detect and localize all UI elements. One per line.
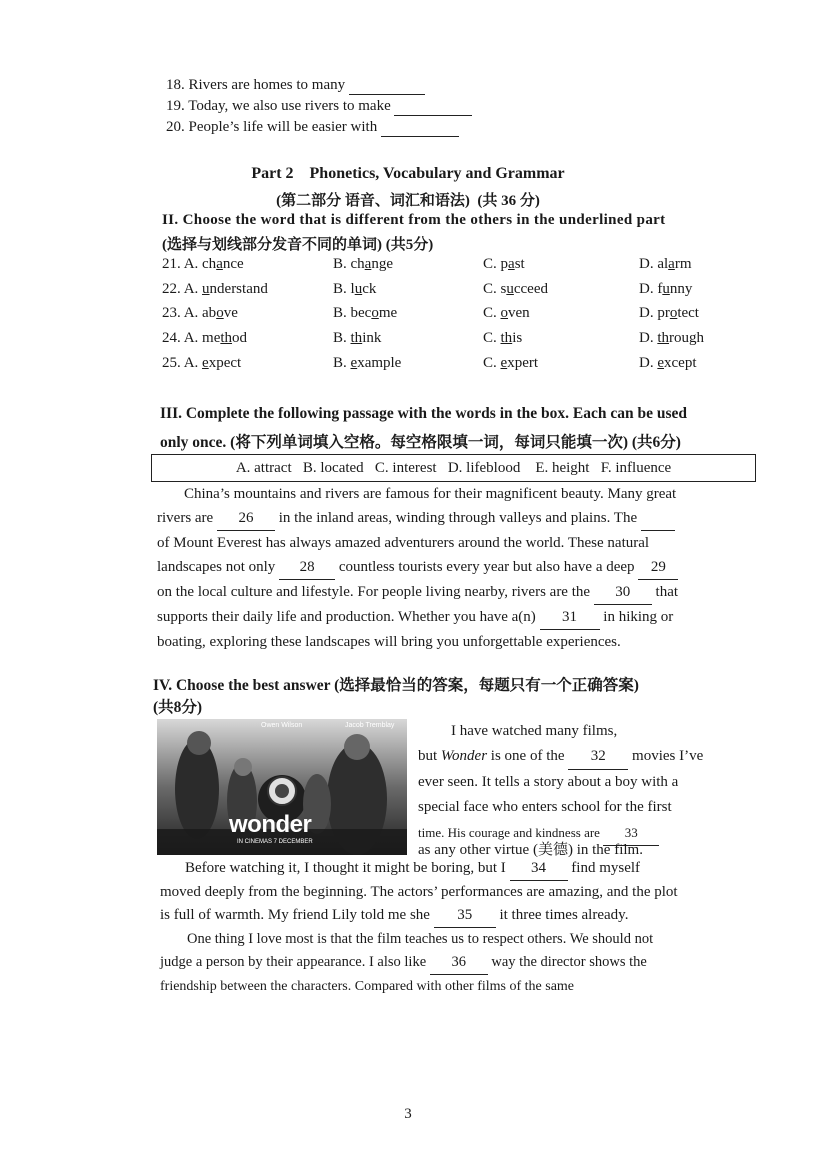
question-number: 21. [162,256,181,272]
part2-title: Part 2 Phonetics, Vocabulary and Grammar [251,165,565,182]
blank-32[interactable]: 32 [568,744,628,770]
section2-heading-cn: (选择与划线部分发音不同的单词) (共5分) [162,237,434,253]
passage-line: boating, exploring these landscapes will bring you unforgettable experiences. [157,634,621,650]
blank-27[interactable] [641,506,675,531]
page-number: 3 [404,1106,412,1122]
section2-heading: II. Choose the word that is different from the others in the underlined part [162,212,666,228]
wonder-movie-poster [157,719,407,855]
passage-line: special face who enters school for the first [418,799,672,815]
option-d[interactable]: D. except [639,355,697,371]
question-number: 18. [166,77,185,93]
question-25 [162,355,241,372]
option-a[interactable]: A. chance [183,256,244,272]
passage-3 [157,482,757,654]
poster-subtitle: IN CINEMAS 7 DECEMBER [237,839,313,845]
passage-line: time. His courage and kindness are 33 [418,820,748,846]
passage-line: Before watching it, I thought it might be boring, but I 34 find myself [160,857,760,881]
section4-heading-2: (共8分) [153,699,203,716]
option-a[interactable]: A. expect [183,355,242,371]
question-text: Today, we also use rivers to make [188,98,391,114]
passage-line: I have watched many films, [451,723,618,739]
question-18 [166,77,425,95]
blank-29[interactable]: 29 [638,555,678,580]
option-d[interactable]: D. protect [639,305,699,321]
question-number: 19. [166,98,185,114]
question-number: 22. [162,281,181,297]
question-23 [162,305,238,322]
blank-26[interactable]: 26 [217,506,275,531]
option-c[interactable]: C. expert [483,355,539,371]
passage-line: landscapes not only 28 countless tourists every year but also have a deep 29 [157,555,757,580]
option-a[interactable]: A. understand [183,281,268,297]
blank-31[interactable]: 31 [540,605,600,630]
passage-line: but Wonder is one of the 32 movies I’ve [418,744,748,770]
option-b[interactable]: B. think [333,330,382,346]
poster-actor-2: Jacob Tremblay [345,722,395,729]
question-20 [166,119,459,137]
blank-28[interactable]: 28 [279,555,335,580]
passage-line: is full of warmth. My friend Lily told me she 35 it three times already. [160,904,760,928]
word-box: A. attract B. located C. interest D. lifeblood E. height F. influence [151,454,756,482]
passage-line: One thing I love most is that the film teaches us to respect others. We should not [187,931,654,947]
option-d[interactable]: D. alarm [639,256,692,272]
option-c[interactable]: C. this [483,330,523,346]
passage-4-full [160,857,760,998]
option-b[interactable]: B. become [333,305,398,321]
option-c[interactable]: C. oven [483,305,530,321]
passage-line: China’s mountains and rivers are famous for their magnificent beauty. Many great [184,486,677,502]
passage-line: as any other virtue (美德) in the film. [418,842,643,858]
blank-36[interactable]: 36 [430,951,488,975]
question-number: 24. [162,330,181,346]
answer-blank[interactable] [349,77,425,95]
passage-line: moved deeply from the beginning. The actors’ performances are amazing, and the plot [160,884,678,900]
option-b[interactable]: B. change [333,256,394,272]
option-d[interactable]: D. through [639,330,705,346]
option-c[interactable]: C. succeed [483,281,548,297]
question-number: 20. [166,119,185,135]
blank-35[interactable]: 35 [434,904,496,928]
passage-line: supports their daily life and production. Whether you have a(n) 31 in hiking or [157,605,757,630]
option-b[interactable]: B. luck [333,281,377,297]
answer-blank[interactable] [394,98,472,116]
blank-34[interactable]: 34 [510,857,568,881]
option-d[interactable]: D. funny [639,281,693,297]
option-b[interactable]: B. example [333,355,402,371]
option-c[interactable]: C. past [483,256,525,272]
section3-heading-cn: only once. (将下列单词填入空格。每空格限填一词，每词只能填一次) (共6分) [160,434,681,451]
passage-line: on the local culture and lifestyle. For people living nearby, rivers are the 30 that [157,580,757,605]
option-a[interactable]: A. above [183,305,238,321]
blank-30[interactable]: 30 [594,580,652,605]
section3-heading: III. Complete the following passage with the words in the box. Each can be used [160,405,688,422]
blank-33[interactable]: 33 [603,820,659,846]
passage-line: ever seen. It tells a story about a boy with a [418,774,679,790]
answer-blank[interactable] [381,119,459,137]
question-number: 25. [162,355,181,371]
section4-heading: IV. Choose the best answer (选择最恰当的答案，每题只有一个正确答案) [153,677,639,694]
question-number: 23. [162,305,181,321]
question-24 [162,330,247,347]
part2-subtitle: (第二部分 语音、词汇和语法) (共 36 分) [276,193,540,209]
passage-line: judge a person by their appearance. I also like 36 way the director shows the [160,951,760,975]
question-19 [166,98,472,116]
question-text: People’s life will be easier with [188,119,378,135]
passage-line: rivers are 26 in the inland areas, winding through valleys and plains. The [157,506,757,531]
passage-line: friendship between the characters. Compared with other films of the same [160,979,575,994]
question-21 [162,256,244,273]
question-22 [162,281,268,298]
passage-line: of Mount Everest has always amazed adventurers around the world. These natural [157,535,650,551]
option-a[interactable]: A. method [183,330,248,346]
poster-title: wonder [229,811,312,838]
passage-4-right [418,719,748,846]
question-text: Rivers are homes to many [188,77,346,93]
poster-actor-1: Owen Wilson [261,722,303,729]
